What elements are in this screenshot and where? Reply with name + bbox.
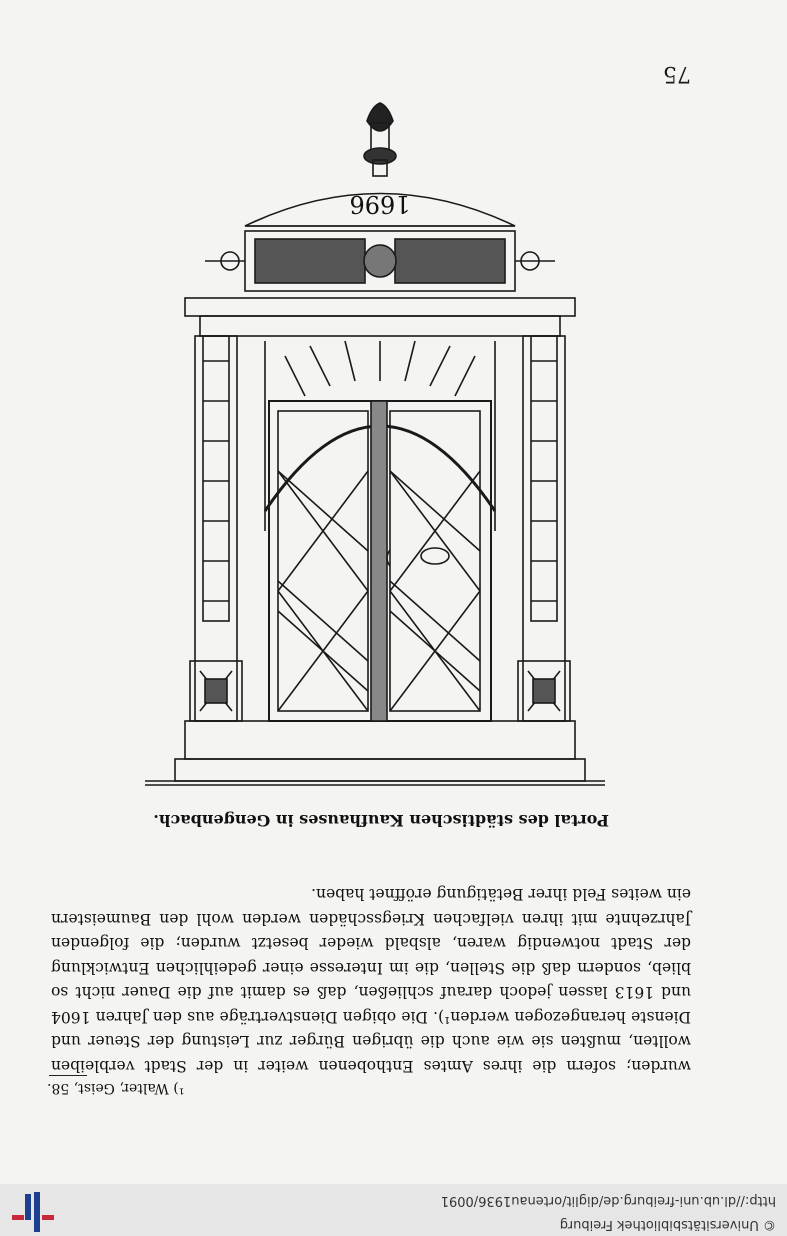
viewer-header — [0, 1184, 787, 1236]
ub-freiburg-logo-icon — [10, 1190, 56, 1234]
source-url[interactable]: http://dl.ub.uni-freiburg.de/diglit/ortenau1936/0091 — [440, 1193, 776, 1208]
figure-caption: Portal des städtischen Kaufhauses in Gengenbach. — [153, 811, 609, 830]
portal-date: 1696 — [349, 190, 411, 218]
footnote-rule — [49, 1075, 87, 1076]
portal-illustration — [145, 71, 615, 811]
footnote: ¹) Walter, Geist, 58. — [47, 1080, 185, 1096]
paragraph-text: wurden; sofern die ihres Amtes Enthobenen weiter in der Stadt verbleiben wollten, mußten sie wie auch die übrigen Bürger zur Leistung der Steuer und Dienste herangezogen werden¹). Die obigen Dienstverträge aus den Jahren 1604 und 1613 lassen jedoch darauf schließen, daß es damit auf die Dauer nicht so blieb, sondern daß die Stellen, die im Interesse einer gedeihlichen Entwicklung der Stadt notwendig waren, alsbald wieder besetzt wurden; die folgenden Jahrzehnte mit ihren vielfachen Kriegsschäden werden wohl den Baumeistern ein weites Feld ihrer Betätigung eröffnet haben. — [51, 885, 691, 1075]
copyright-credit: © Universitätsbibliothek Freiburg — [559, 1217, 776, 1232]
body-paragraph — [51, 882, 691, 1078]
page-number: 75 — [663, 61, 691, 86]
